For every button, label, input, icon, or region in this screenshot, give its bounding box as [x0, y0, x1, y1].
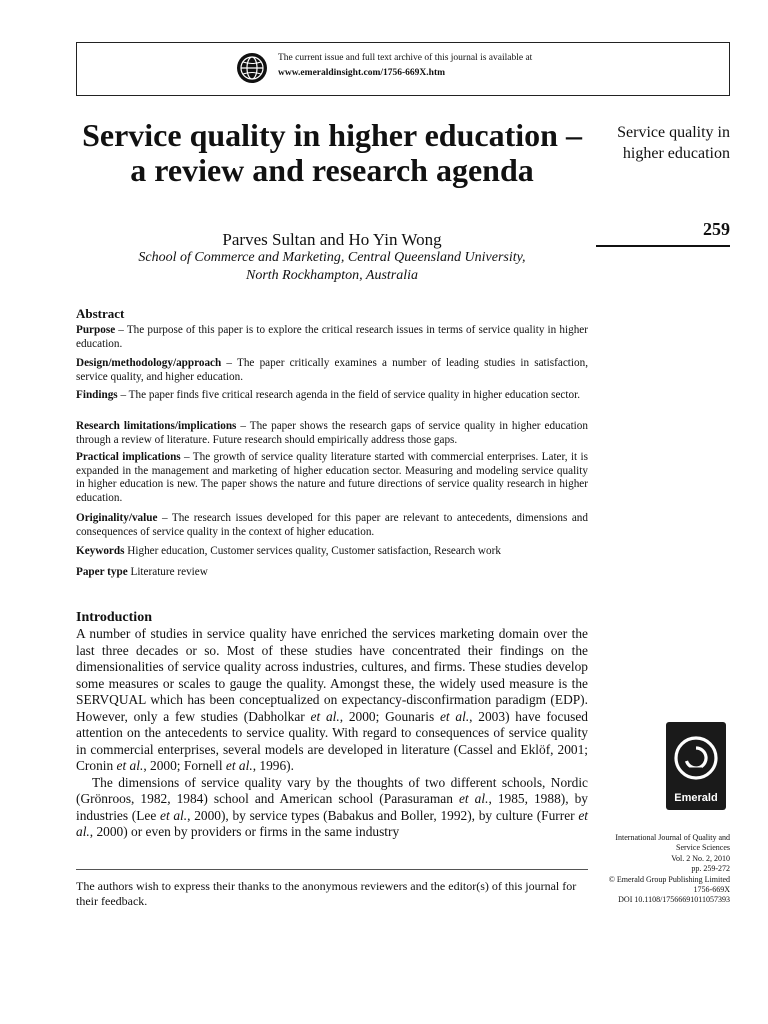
journal-doi: DOI 10.1108/17566691011057393 [618, 895, 730, 905]
abstract-practical [76, 451, 588, 505]
abstract-findings [76, 389, 588, 403]
running-title: Service quality in higher education [617, 124, 730, 162]
journal-info [590, 833, 730, 906]
paper-title: Service quality in higher education – a review and research agenda [82, 117, 582, 188]
intro-paragraph-1 [76, 626, 588, 775]
page-number: 259 [703, 219, 730, 239]
findings-label: Findings [76, 389, 118, 401]
ptype-text: Literature review [127, 566, 208, 578]
citation-etal: et al. [76, 807, 588, 839]
keywords-label: Keywords [76, 545, 125, 557]
keywords-text: Higher education, Customer services quality, Customer satisfaction, Research work [124, 545, 501, 557]
text-span: , 2000) or even by providers or firms in the same industry [89, 824, 400, 839]
text-span: , 1985, 1988), by industries (Lee [76, 791, 588, 823]
introduction-body [76, 626, 588, 841]
purpose-label: Purpose [76, 324, 116, 336]
side-divider [596, 245, 730, 247]
orig-text: – The research issues developed for this paper are relevant to antecedents, dimensions and consequences of service quality in the context of higher education. [76, 512, 588, 538]
abstract-originality [76, 512, 588, 539]
text-span: , 2003) have focused attention on the antecedents to service quality. With regard to consequences of service quality in commercial enterprises, several models are developed in literature (Cassel and Eklöf, 2001; Cronin [76, 708, 588, 773]
practical-text: – The growth of service quality literature started with commercial enterprises. Later, it is expanded in the management and marketing of higher education sector. Measuring and modeling service quality in higher education is new. The paper shows the nature and future directions of service quality research in higher education. [76, 451, 588, 504]
text-span: , 2000; Fornell [143, 758, 226, 773]
globe-icon [236, 52, 268, 84]
journal-name-line-1: International Journal of Quality and [615, 833, 730, 842]
citation-etal: et al. [116, 758, 144, 773]
findings-text: – The paper finds five critical research agenda in the field of service quality in higher education sector. [117, 389, 581, 401]
orig-label: Originality/value [76, 512, 158, 524]
intro-paragraph-2 [76, 775, 588, 841]
footnote-divider [76, 869, 588, 870]
journal-pages: pp. 259-272 [691, 864, 730, 874]
practical-label: Practical implications [76, 451, 181, 463]
emerald-swirl-icon [666, 726, 726, 792]
text-span: A number of studies in service quality have enriched the services marketing domain over the last three decades or so. Most of these studies have concentrated their findings on the dimensionalities of service quality across industries, cultures, and firms. These studies develop some measures or scales to gauge the quality. Amongst these, the widely used measure is the SERVQUAL which has been conceptualized on expectancy-disconfirmation paradigm (EDP). However, only a few studies (Dabholkar [76, 626, 588, 724]
abstract-heading: Abstract [76, 306, 125, 321]
abstract-keywords [76, 545, 588, 559]
design-label: Design/methodology/approach [76, 357, 222, 369]
emerald-logo-text: Emerald [674, 792, 718, 804]
limits-text: – The paper shows the research gaps of service quality in higher education through a review of literature. Future research should empirically address those gaps. [76, 420, 588, 446]
text-span: , 2000; Gounaris [339, 708, 440, 724]
affiliation-line-2: North Rockhampton, Australia [245, 268, 419, 283]
journal-issn: 1756-669X [693, 885, 730, 895]
journal-copyright: © Emerald Group Publishing Limited [608, 874, 730, 884]
abstract-paper-type [76, 566, 588, 580]
emerald-logo [666, 722, 726, 810]
acknowledgement-footnote: The authors wish to express their thanks to the anonymous reviewers and the editor(s) of this journal for their feedback. [76, 879, 577, 908]
journal-name-line-2: Service Sciences [676, 843, 730, 853]
citation-etal: et al. [310, 708, 340, 724]
affiliation-line-1: School of Commerce and Marketing, Central Queensland University, [138, 250, 526, 265]
citation-etal: et al. [458, 791, 489, 806]
limits-label: Research limitations/implications [76, 420, 237, 432]
text-span: , 1996). [252, 758, 294, 773]
text-span: The dimensions of service quality vary by the thoughts of two different schools, Nordic (Grönroos, 1982, 1984) school and American school (Parasuraman [76, 774, 588, 806]
abstract-purpose [76, 324, 588, 351]
archive-notice: The current issue and full text archive of this journal is available at [278, 53, 533, 63]
citation-etal: et al. [160, 807, 188, 823]
citation-etal: et al. [439, 708, 470, 724]
introduction-heading: Introduction [76, 610, 152, 625]
design-text: – The paper critically examines a number of leading studies in satisfaction, service quality, and higher education. [76, 357, 588, 383]
abstract-limitations [76, 420, 588, 447]
citation-etal: et al. [225, 758, 253, 773]
journal-volume: Vol. 2 No. 2, 2010 [671, 853, 730, 863]
ptype-label: Paper type [76, 566, 128, 578]
archive-url[interactable]: www.emeraldinsight.com/1756-669X.htm [278, 68, 446, 78]
abstract-design [76, 357, 588, 384]
authors: Parves Sultan and Ho Yin Wong [222, 230, 442, 249]
purpose-text: – The purpose of this paper is to explore the critical research issues in terms of service quality in higher education. [76, 324, 588, 350]
text-span: , 2000), by service types (Babakus and Boller, 1992), by culture (Furrer [187, 807, 579, 823]
